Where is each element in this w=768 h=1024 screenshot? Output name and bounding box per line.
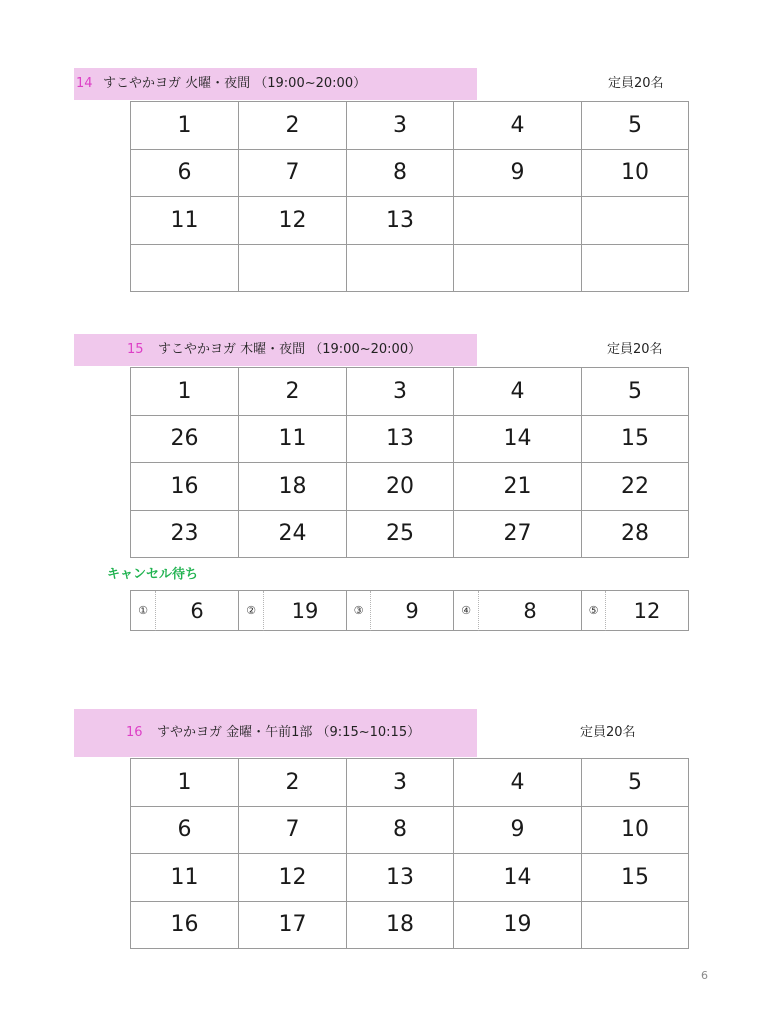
waitlist-value: 19: [264, 591, 347, 631]
table-cell: 10: [582, 150, 689, 198]
table-cell: [454, 197, 582, 245]
table-cell: [582, 245, 689, 293]
table-cell: 11: [239, 416, 347, 464]
table-cell: 11: [131, 854, 239, 902]
table-cell: 5: [582, 368, 689, 416]
waitlist-index: ③: [347, 591, 371, 631]
registration-table: [130, 367, 689, 558]
section-title: すこやかヨガ 火曜・夜間 （19:00~20:00）: [103, 76, 367, 91]
table-cell: 18: [239, 463, 347, 511]
table-cell: 15: [582, 854, 689, 902]
table-cell: 9: [454, 807, 582, 855]
table-cell: 17: [239, 902, 347, 950]
registration-table: [130, 101, 689, 292]
table-cell: 19: [454, 902, 582, 950]
table-cell: [239, 245, 347, 293]
table-cell: 25: [347, 511, 454, 559]
table-cell: [347, 245, 454, 293]
table-cell: 8: [347, 807, 454, 855]
table-cell: 14: [454, 416, 582, 464]
waitlist-label: キャンセル待ち: [107, 567, 199, 582]
table-cell: [454, 245, 582, 293]
table-cell: 15: [582, 416, 689, 464]
waitlist-value: 8: [479, 591, 582, 631]
table-cell: 11: [131, 197, 239, 245]
capacity-label: 定員20名: [580, 725, 636, 740]
section-title: すこやかヨガ 木曜・夜間 （19:00~20:00）: [158, 342, 422, 357]
table-cell: 4: [454, 759, 582, 807]
table-cell: 7: [239, 807, 347, 855]
table-cell: 13: [347, 854, 454, 902]
table-cell: 3: [347, 368, 454, 416]
table-cell: 8: [347, 150, 454, 198]
section-number: 15: [127, 342, 144, 357]
table-cell: 1: [131, 368, 239, 416]
table-cell: 23: [131, 511, 239, 559]
table-cell: 6: [131, 807, 239, 855]
table-cell: [131, 245, 239, 293]
table-cell: 5: [582, 102, 689, 150]
table-cell: 20: [347, 463, 454, 511]
waitlist-value: 6: [156, 591, 239, 631]
waitlist-index: ①: [131, 591, 156, 631]
table-cell: 1: [131, 759, 239, 807]
waitlist-value: 9: [371, 591, 454, 631]
table-cell: 10: [582, 807, 689, 855]
waitlist-index: ②: [239, 591, 264, 631]
page-number: 6: [701, 969, 708, 982]
table-cell: 5: [582, 759, 689, 807]
table-cell: 7: [239, 150, 347, 198]
section-number: 16: [126, 725, 143, 740]
capacity-label: 定員20名: [607, 342, 663, 357]
table-cell: 16: [131, 463, 239, 511]
table-cell: [582, 197, 689, 245]
waitlist-table: [130, 590, 689, 631]
waitlist-value: 12: [606, 591, 689, 631]
table-cell: 2: [239, 102, 347, 150]
table-cell: [582, 902, 689, 950]
table-cell: 26: [131, 416, 239, 464]
table-cell: 13: [347, 197, 454, 245]
table-cell: 3: [347, 759, 454, 807]
table-cell: 22: [582, 463, 689, 511]
section-title: すやかヨガ 金曜・午前1部 （9:15~10:15）: [157, 725, 421, 740]
table-cell: 28: [582, 511, 689, 559]
capacity-label: 定員20名: [608, 76, 664, 91]
waitlist-index: ⑤: [582, 591, 606, 631]
table-cell: 9: [454, 150, 582, 198]
waitlist-index: ④: [454, 591, 479, 631]
table-cell: 18: [347, 902, 454, 950]
table-cell: 12: [239, 854, 347, 902]
table-cell: 27: [454, 511, 582, 559]
registration-table: [130, 758, 689, 949]
table-cell: 4: [454, 102, 582, 150]
table-cell: 3: [347, 102, 454, 150]
table-cell: 13: [347, 416, 454, 464]
table-cell: 2: [239, 368, 347, 416]
table-cell: 6: [131, 150, 239, 198]
table-cell: 24: [239, 511, 347, 559]
table-cell: 21: [454, 463, 582, 511]
table-cell: 14: [454, 854, 582, 902]
table-cell: 16: [131, 902, 239, 950]
table-cell: 4: [454, 368, 582, 416]
table-cell: 12: [239, 197, 347, 245]
table-cell: 1: [131, 102, 239, 150]
section-number: 14: [76, 76, 93, 91]
table-cell: 2: [239, 759, 347, 807]
